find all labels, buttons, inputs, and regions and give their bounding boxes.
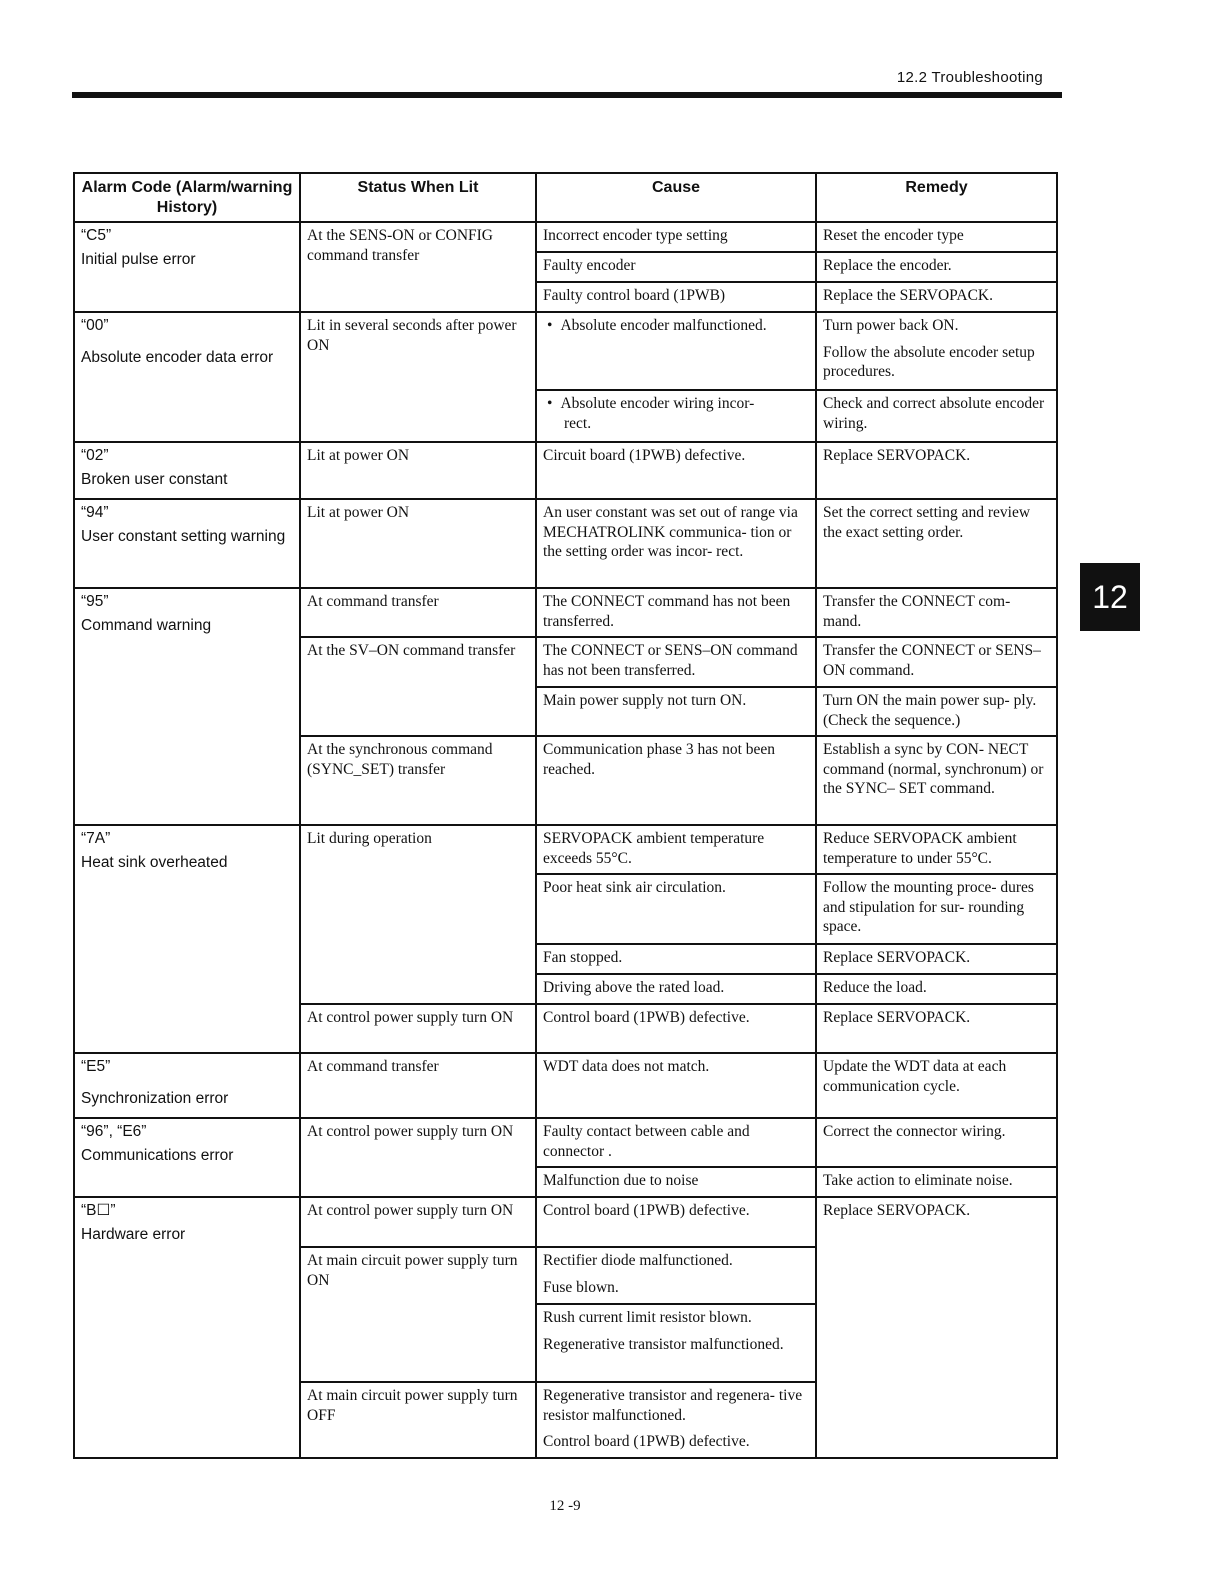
alarm-name: Broken user constant — [81, 470, 228, 488]
alarm-name: Command warning — [81, 616, 212, 634]
remedy-cell: Replace the encoder. — [816, 252, 1057, 282]
table-row — [74, 312, 1057, 390]
cause-cell: Faulty contact between cable and connector . — [536, 1118, 816, 1167]
remedy-cell: Replace SERVOPACK. — [816, 1004, 1057, 1053]
alarm-name: Absolute encoder data error — [81, 348, 274, 366]
cause-cell: SERVOPACK ambient temperature exceeds 55°C. — [536, 825, 816, 874]
table-row — [74, 442, 1057, 499]
remedy-cell: Correct the connector wiring. — [816, 1118, 1057, 1167]
remedy-cell: Reduce the load. — [816, 974, 1057, 1004]
status-cell: At control power supply turn ON — [300, 1118, 536, 1197]
status-cell: Lit during operation — [300, 825, 536, 1004]
table-row — [74, 1197, 1057, 1247]
header-remedy: Remedy — [816, 173, 1057, 222]
cause-cell — [536, 312, 816, 390]
remedy-cell: Replace SERVOPACK. — [816, 944, 1057, 974]
alarm-cell — [74, 588, 300, 825]
remedy-cell: Establish a sync by CON- NECT command (normal, synchronum) or the SYNC– SET command. — [816, 736, 1057, 825]
status-cell: At the synchronous command (SYNC_SET) transfer — [300, 736, 536, 825]
header-alarm-code: Alarm Code (Alarm/warning History) — [74, 173, 300, 222]
status-cell: At command transfer — [300, 588, 536, 637]
table-row — [74, 1118, 1057, 1167]
table-row — [74, 588, 1057, 637]
troubleshooting-table — [73, 172, 1058, 1459]
alarm-cell — [74, 499, 300, 588]
remedy-cell: Set the correct setting and review the exact setting order. — [816, 499, 1057, 588]
status-cell: Lit at power ON — [300, 499, 536, 588]
status-cell: At command transfer — [300, 1053, 536, 1118]
cause-cell: Faulty control board (1PWB) — [536, 282, 816, 312]
status-cell: At the SV–ON command transfer — [300, 637, 536, 736]
remedy-line: Follow the absolute encoder setup procedures. — [823, 343, 1035, 380]
cause-cell: Incorrect encoder type setting — [536, 222, 816, 252]
alarm-name: Communications error — [81, 1146, 234, 1164]
header-rule — [72, 92, 1062, 98]
chapter-tab[interactable]: 12 — [1080, 563, 1140, 631]
alarm-code: “02” — [81, 447, 109, 464]
alarm-cell — [74, 825, 300, 1053]
cause-cell: The CONNECT or SENS–ON command has not been transferred. — [536, 637, 816, 687]
cause-cell: Driving above the rated load. — [536, 974, 816, 1004]
cause-cell: The CONNECT command has not been transferred. — [536, 588, 816, 637]
alarm-code: “C5” — [81, 227, 112, 244]
cause-line: rect. — [564, 414, 592, 432]
cause-line: Regenerative transistor malfunctioned. — [543, 1335, 784, 1353]
remedy-cell: Transfer the CONNECT com- mand. — [816, 588, 1057, 637]
cause-cell — [536, 1382, 816, 1458]
cause-line: Regenerative transistor and regenera- tive resistor malfunctioned. — [543, 1387, 803, 1424]
header-status: Status When Lit — [300, 173, 536, 222]
remedy-cell: Turn ON the main power sup- ply. (Check the sequence.) — [816, 687, 1057, 736]
alarm-name: User constant setting warning — [81, 527, 286, 545]
cause-cell: Poor heat sink air circulation. — [536, 874, 816, 944]
alarm-name: Heat sink overheated — [81, 853, 228, 871]
remedy-cell: Reduce SERVOPACK ambient temperature to under 55°C. — [816, 825, 1057, 874]
alarm-cell — [74, 312, 300, 442]
cause-cell: Faulty encoder — [536, 252, 816, 282]
remedy-cell: Replace SERVOPACK. — [816, 442, 1057, 499]
alarm-cell — [74, 1197, 300, 1458]
status-cell: At control power supply turn ON — [300, 1197, 536, 1247]
alarm-code: “7A” — [81, 830, 111, 847]
cause-line: Fuse blown. — [543, 1278, 619, 1296]
remedy-cell: Replace the SERVOPACK. — [816, 282, 1057, 312]
remedy-cell — [816, 312, 1057, 390]
alarm-code: “E5” — [81, 1058, 111, 1075]
header-cause: Cause — [536, 173, 816, 222]
status-cell: Lit at power ON — [300, 442, 536, 499]
table-header-row — [74, 173, 1057, 222]
table-row — [74, 222, 1057, 252]
alarm-name: Synchronization error — [81, 1089, 229, 1107]
cause-cell: Control board (1PWB) defective. — [536, 1197, 816, 1247]
cause-line: Rush current limit resistor blown. — [543, 1309, 752, 1326]
cause-cell: Communication phase 3 has not been reached. — [536, 736, 816, 825]
alarm-name: Initial pulse error — [81, 250, 196, 268]
table-row — [74, 825, 1057, 874]
cause-cell: Main power supply not turn ON. — [536, 687, 816, 736]
status-cell: At the SENS-ON or CONFIG command transfer — [300, 222, 536, 312]
cause-cell: An user constant was set out of range via MECHATROLINK communica- tion or the setting order was incor- rect. — [536, 499, 816, 588]
alarm-cell — [74, 222, 300, 312]
alarm-code: “B☐” — [81, 1202, 116, 1219]
remedy-cell: Replace SERVOPACK. — [816, 1197, 1057, 1458]
cause-bullet: • Absolute encoder malfunctioned. — [543, 316, 809, 336]
status-cell: Lit in several seconds after power ON — [300, 312, 536, 442]
status-cell: At main circuit power supply turn OFF — [300, 1382, 536, 1458]
cause-cell: Fan stopped. — [536, 944, 816, 974]
alarm-code: “94” — [81, 504, 109, 521]
remedy-cell: Update the WDT data at each communication cycle. — [816, 1053, 1057, 1118]
remedy-line: Turn power back ON. — [823, 317, 959, 334]
cause-bullet: • Absolute encoder wiring incor- — [543, 394, 809, 414]
page-number: 12 -9 — [549, 1498, 581, 1514]
cause-line: Control board (1PWB) defective. — [543, 1433, 750, 1450]
alarm-code: “95” — [81, 593, 109, 610]
alarm-cell — [74, 1118, 300, 1197]
cause-cell — [536, 1247, 816, 1304]
table-row — [74, 499, 1057, 588]
cause-line: Rectifier diode malfunctioned. — [543, 1252, 733, 1269]
remedy-cell: Check and correct absolute encoder wiring. — [816, 390, 1057, 442]
cause-cell: Malfunction due to noise — [536, 1167, 816, 1197]
cause-cell: WDT data does not match. — [536, 1053, 816, 1118]
cause-cell: Control board (1PWB) defective. — [536, 1004, 816, 1053]
alarm-cell — [74, 442, 300, 499]
alarm-code: “96”, “E6” — [81, 1123, 147, 1140]
status-cell: At control power supply turn ON — [300, 1004, 536, 1053]
cause-cell — [536, 1304, 816, 1382]
remedy-cell: Take action to eliminate noise. — [816, 1167, 1057, 1197]
alarm-code: “00” — [81, 317, 109, 334]
alarm-cell — [74, 1053, 300, 1118]
remedy-cell: Reset the encoder type — [816, 222, 1057, 252]
remedy-cell: Transfer the CONNECT or SENS–ON command. — [816, 637, 1057, 687]
alarm-name: Hardware error — [81, 1225, 186, 1243]
cause-cell: Circuit board (1PWB) defective. — [536, 442, 816, 499]
cause-cell — [536, 390, 816, 442]
table-row — [74, 1053, 1057, 1118]
remedy-cell: Follow the mounting proce- dures and stipulation for sur- rounding space. — [816, 874, 1057, 944]
section-title: 12.2 Troubleshooting — [896, 69, 1043, 86]
status-cell: At main circuit power supply turn ON — [300, 1247, 536, 1382]
